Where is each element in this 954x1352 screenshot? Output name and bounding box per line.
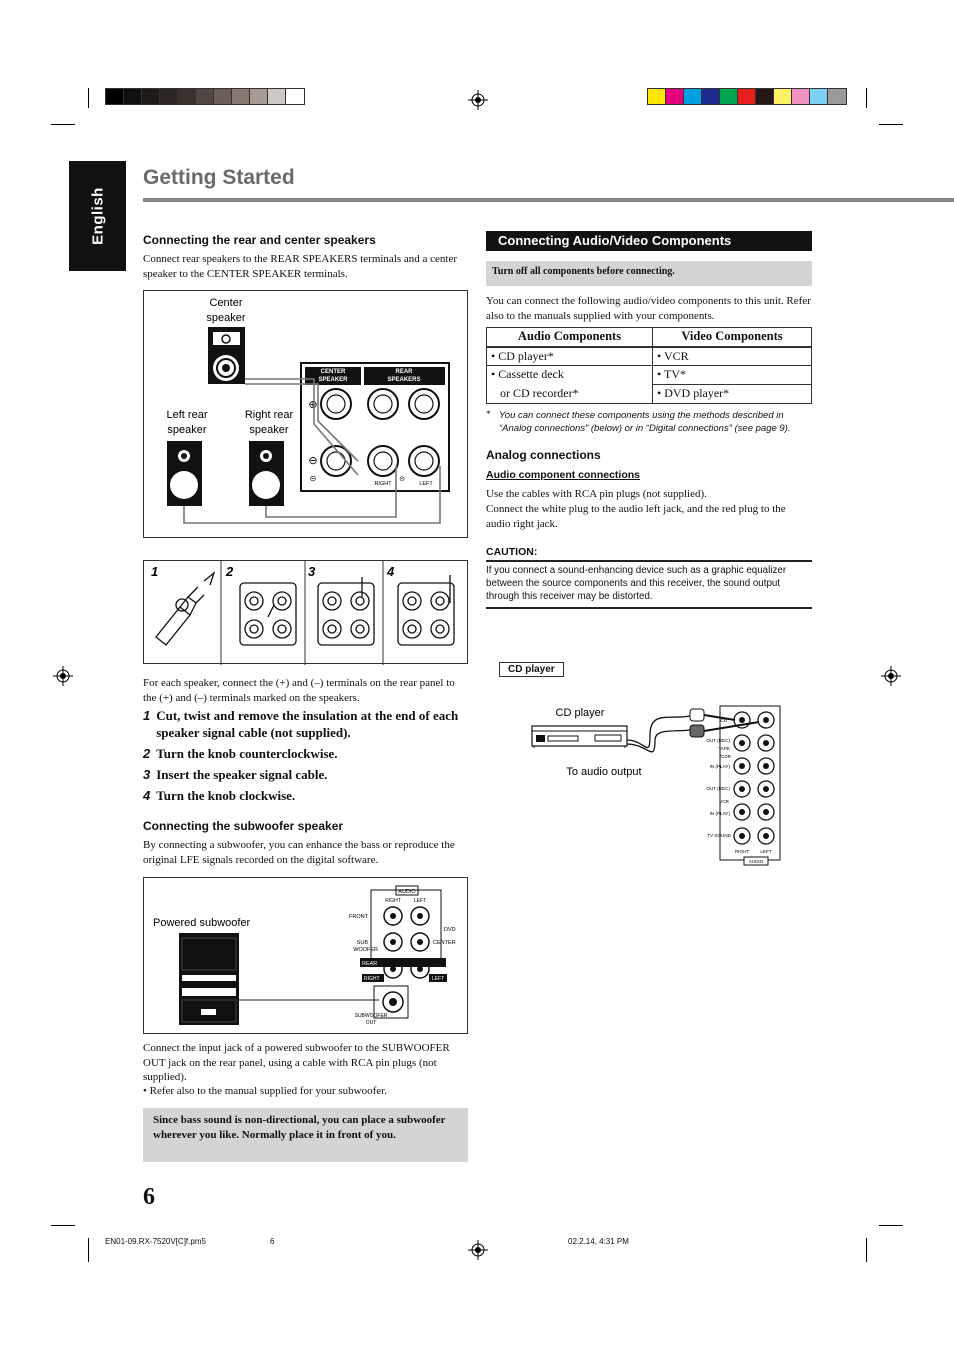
page-title: Getting Started bbox=[143, 166, 295, 189]
subwoofer-note: Since bass sound is non-directional, you can place a subwoofer wherever you like. Normally place it in front of you. bbox=[143, 1108, 468, 1162]
speaker-wiring-diagram bbox=[143, 290, 468, 538]
cd-tape-label: TAPE bbox=[718, 746, 730, 751]
svg-text:RIGHT: RIGHT bbox=[374, 481, 392, 487]
color-swatch bbox=[648, 89, 666, 104]
color-swatch bbox=[142, 89, 160, 104]
svg-text:CENTER: CENTER bbox=[320, 369, 346, 375]
color-swatch bbox=[810, 89, 828, 104]
step-panel-2: 2 bbox=[226, 564, 234, 579]
color-swatch bbox=[792, 89, 810, 104]
crop-mark bbox=[866, 88, 867, 108]
analog-body-1: Use the cables with RCA pin plugs (not supplied). bbox=[486, 488, 707, 500]
color-swatch bbox=[214, 89, 232, 104]
footer-page: 6 bbox=[270, 1237, 275, 1246]
cd-lbl-label: CD player bbox=[555, 707, 605, 719]
footer-file: EN01-09.RX-7520V[C]f.pm5 bbox=[105, 1237, 206, 1246]
subwoofer-diagram bbox=[143, 877, 468, 1034]
cd-tv-label: TV SOUND bbox=[707, 833, 731, 838]
center-speaker-label bbox=[206, 297, 245, 324]
table-header-video: Video Components bbox=[653, 328, 812, 347]
color-swatch bbox=[196, 89, 214, 104]
rear-center-heading: Connecting the rear and center speakers bbox=[143, 233, 376, 247]
color-swatch bbox=[774, 89, 792, 104]
page-number: 6 bbox=[143, 1184, 155, 1210]
cd-player-icon bbox=[532, 726, 627, 746]
svg-text:⊝: ⊝ bbox=[399, 476, 405, 483]
color-swatch bbox=[286, 89, 304, 104]
svg-text:LEFT: LEFT bbox=[419, 481, 433, 487]
subwoofer-bullet: • Refer also to the manual supplied for your subwoofer. bbox=[143, 1085, 387, 1097]
cd-audio-label: AUDIO bbox=[748, 859, 764, 864]
speaker-instruction: For each speaker, connect the (+) and (–) terminals on the rear panel to the (+) and (–) terminals marked on the speakers. bbox=[143, 677, 455, 704]
step-1: 1 Cut, twist and remove the insulation at the end of each speaker signal cable (not supplied). bbox=[143, 708, 459, 740]
table-header-audio: Audio Components bbox=[487, 328, 653, 347]
subwoofer-body: Connect the input jack of a powered subwoofer to the SUBWOOFER OUT jack on the rear panel, using a cable with RCA pin plugs (not supplied). bbox=[143, 1042, 450, 1083]
table-cell: • TV* bbox=[653, 366, 812, 385]
crop-mark bbox=[51, 1225, 75, 1226]
color-swatch bbox=[828, 89, 846, 104]
table-cell: • VCR bbox=[653, 347, 812, 366]
color-swatch bbox=[124, 89, 142, 104]
cd-outrec-label: OUT (REC) bbox=[706, 738, 730, 743]
step-3: 3 Insert the speaker signal cable. bbox=[143, 767, 328, 782]
left-rear-label: Left rear speaker bbox=[166, 409, 208, 436]
crop-mark bbox=[88, 88, 89, 108]
svg-text:⊝: ⊝ bbox=[309, 474, 317, 483]
speaker-steps bbox=[143, 707, 468, 804]
color-swatch bbox=[160, 89, 178, 104]
cd-cd-label: CD bbox=[720, 718, 727, 723]
crop-mark bbox=[88, 1238, 89, 1262]
right-rear-label: Right rear speaker bbox=[244, 409, 294, 436]
step-2: 2 Turn the knob counterclockwise. bbox=[143, 746, 338, 761]
language-tab: English bbox=[69, 161, 126, 271]
analog-body-2: Connect the white plug to the audio left jack, and the red plug to the audio right jack. bbox=[486, 503, 786, 530]
caution-text: If you connect a sound-enhancing device such as a graphic equalizer between the source components and this receiver, the sound output through this receiver may be distorted. bbox=[486, 565, 787, 602]
color-registration-strip bbox=[647, 88, 847, 105]
color-swatch bbox=[178, 89, 196, 104]
cd-inplay-label: IN (PLAY) bbox=[709, 764, 730, 769]
av-intro: You can connect the following audio/video components to this unit. Refer also to the manuals supplied with your components. bbox=[486, 295, 811, 322]
svg-text:SPEAKER: SPEAKER bbox=[318, 377, 348, 383]
color-swatch bbox=[250, 89, 268, 104]
sw-rleft-label: LEFT bbox=[432, 976, 445, 982]
registration-target-icon bbox=[468, 1240, 488, 1260]
caution-rule-bottom bbox=[486, 607, 812, 609]
cd-player-label: CD player bbox=[499, 662, 564, 677]
sw-woofer-label: WOOFER bbox=[353, 947, 378, 953]
sw-rright-label: RIGHT bbox=[364, 976, 380, 982]
cs-l1: Center bbox=[209, 297, 243, 309]
sw-rear-label: REAR bbox=[362, 961, 378, 967]
svg-text:⊖: ⊖ bbox=[308, 455, 318, 467]
step-4: 4 Turn the knob clockwise. bbox=[143, 788, 296, 803]
sw-center-label: CENTER bbox=[433, 940, 456, 946]
powered-subwoofer-label: Powered subwoofer bbox=[153, 917, 251, 929]
table-cell: • CD player* bbox=[487, 347, 653, 366]
av-banner: Connecting Audio/Video Components bbox=[486, 231, 812, 251]
color-swatch bbox=[106, 89, 124, 104]
table-cell: or CD recorder* bbox=[487, 385, 653, 404]
crop-mark bbox=[879, 1225, 903, 1226]
color-swatch bbox=[702, 89, 720, 104]
color-swatch bbox=[756, 89, 774, 104]
color-swatch bbox=[720, 89, 738, 104]
sw-left-label: LEFT bbox=[413, 898, 427, 904]
analog-heading: Analog connections bbox=[486, 448, 601, 462]
step-panel-4: 4 bbox=[387, 564, 395, 579]
color-swatch bbox=[738, 89, 756, 104]
registration-target-icon bbox=[468, 90, 488, 110]
cd-vcr-label: VCR bbox=[719, 799, 729, 804]
cd-right-label: RIGHT bbox=[734, 849, 750, 854]
svg-text:SPEAKERS: SPEAKERS bbox=[387, 377, 421, 383]
sw-sub-label: SUB bbox=[356, 940, 368, 946]
color-swatch bbox=[232, 89, 250, 104]
color-swatch bbox=[268, 89, 286, 104]
components-table bbox=[486, 327, 812, 404]
table-footnote: * You can connect these components using the methods described in “Analog connections” (below) or in “Digital connections” (see page 9). bbox=[486, 410, 791, 434]
cs-l2: speaker bbox=[206, 312, 246, 324]
crop-mark bbox=[879, 124, 903, 125]
svg-text:REAR: REAR bbox=[395, 369, 413, 375]
registration-target-icon bbox=[53, 666, 73, 686]
registration-target-icon bbox=[881, 666, 901, 686]
table-cell: • DVD player* bbox=[653, 385, 812, 404]
step-panel-3: 3 bbox=[308, 564, 316, 579]
cd-connection-diagram bbox=[520, 700, 790, 870]
crop-mark bbox=[51, 124, 75, 125]
turn-off-note: Turn off all components before connecting. bbox=[486, 261, 812, 286]
table-cell: • Cassette deck bbox=[487, 366, 653, 385]
steps-illustration bbox=[143, 560, 468, 664]
color-swatch bbox=[684, 89, 702, 104]
cd-left-label: LEFT bbox=[760, 849, 772, 854]
caution-rule-top bbox=[486, 560, 812, 562]
title-rule bbox=[143, 198, 954, 202]
svg-text:⊕: ⊕ bbox=[308, 399, 318, 411]
sw-front-label: FRONT bbox=[349, 914, 368, 920]
crop-mark bbox=[866, 1238, 867, 1262]
sw-out1-label: SUBWOOFER bbox=[354, 1013, 388, 1019]
gray-registration-strip bbox=[105, 88, 305, 105]
step-panel-1: 1 bbox=[151, 564, 159, 579]
color-swatch bbox=[666, 89, 684, 104]
rear-center-intro: Connect rear speakers to the REAR SPEAKERS terminals and a center speaker to the CENTER SPEAKER terminals. bbox=[143, 253, 458, 280]
cd-cdr-label: /CDR bbox=[719, 754, 731, 759]
audio-component-heading: Audio component connections bbox=[486, 469, 640, 481]
subwoofer-heading: Connecting the subwoofer speaker bbox=[143, 819, 344, 833]
to-out-label: To audio output bbox=[566, 766, 642, 778]
subwoofer-intro: By connecting a subwoofer, you can enhance the bass or reproduce the original LFE signals recorded on the digital software. bbox=[143, 839, 455, 866]
cd-inplay2-label: IN (PLAY) bbox=[709, 811, 730, 816]
sw-audio-label: AUDIO bbox=[398, 889, 416, 895]
sw-right-label: RIGHT bbox=[385, 898, 401, 904]
caution-label: CAUTION: bbox=[486, 546, 538, 558]
footer-date: 02.2.14, 4:31 PM bbox=[568, 1237, 629, 1246]
sw-out2-label: OUT bbox=[365, 1020, 377, 1026]
cd-outrec2-label: OUT (REC) bbox=[706, 786, 730, 791]
sw-dvd-label: DVD bbox=[444, 927, 456, 933]
